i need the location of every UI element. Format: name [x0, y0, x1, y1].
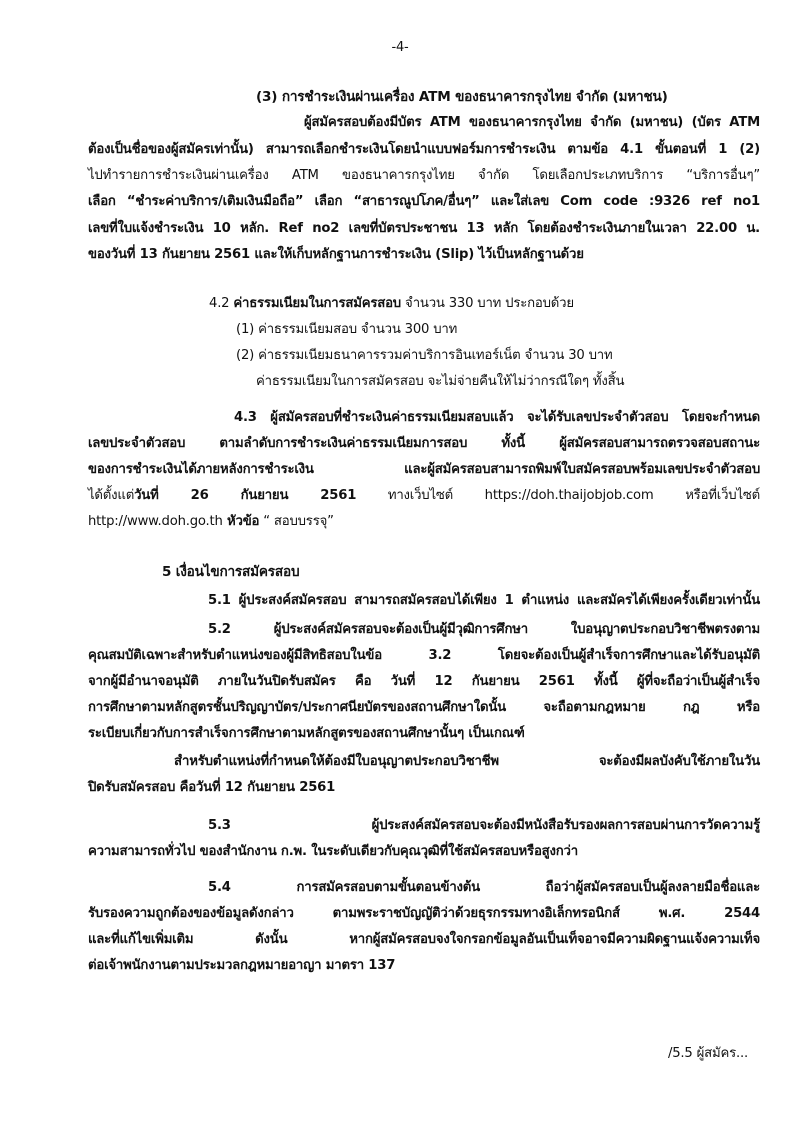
section-4-1-3-line: เลขที่ใบแจ้งชำระเงิน 10 หลัก. Ref no2 เลขที่บัตรประชาชน 13 หลัก โดยต้องชำระเงินภายในเวลา 22.00 น.: [88, 221, 760, 236]
section-5-2-line: สำหรับตำแหน่งที่กำหนดให้ต้องมีใบอนุญาตประกอบวิชาชีพ จะต้องมีผลบังคับใช้ภายในวัน: [174, 754, 760, 769]
section-4-3-line: ของการชำระเงินได้ภายหลังการชำระเงิน และผู้สมัครสอบสามารถพิมพ์ใบสมัครสอบพร้อมเลขประจำตัวสอบ: [88, 462, 760, 477]
section-4-1-3-heading: (3) การชำระเงินผ่านเครื่อง ATM ของธนาคารกรุงไทย จำกัด (มหาชน): [256, 89, 668, 105]
section-4-1-3-line: ของวันที่ 13 กันยายน 2561 และให้เก็บหลักฐานการชำระเงิน (Slip) ไว้เป็นหลักฐานด้วย: [88, 247, 584, 262]
text: ได้ตั้งแต่: [88, 488, 135, 503]
section-4-3-line: [88, 512, 334, 532]
section-5-4-line: รับรองความถูกต้องของข้อมูลดังกล่าว ตามพระราชบัญญัติว่าด้วยธุรกรรมทางอิเล็กทรอนิกส์ พ.ศ. 2544: [88, 906, 760, 921]
date-bold: คือวันที่ 12 กันยายน 2561: [179, 780, 336, 795]
url-link-thaijobjob[interactable]: https://doh.thaijobjob.com: [484, 488, 654, 503]
section-5-2-line: [88, 778, 335, 798]
continuation-footer: /5.5 ผู้สมัคร...: [668, 1046, 748, 1061]
page-number: -4-: [391, 40, 409, 55]
section-4-3-line: เลขประจำตัวสอบ ตามลำดับการชำระเงินค่าธรรมเนียมการสอบ ทั้งนี้ ผู้สมัครสอบสามารถตรวจสอบสถานะ: [88, 436, 760, 451]
text: ปิดรับสมัครสอบ: [88, 780, 180, 795]
text: หรือที่เว็บไซต์: [653, 488, 761, 503]
section-5-2-line: การศึกษาตามหลักสูตรชั้นปริญญาบัตร/ประกาศนียบัตรของสถานศึกษาใดนั้น จะถือตามกฎหมาย กฎ หรือ: [88, 700, 760, 715]
section-5-4-line: และที่แก้ไขเพิ่มเติม ดังนั้น หากผู้สมัครสอบจงใจกรอกข้อมูลอันเป็นเท็จอาจมีความผิดฐานแจ้งความเท็จ: [88, 932, 760, 947]
section-4-1-3-line: ไปทำรายการชำระเงินผ่านเครื่อง ATM ของธนาคารกรุงไทย จำกัด โดยเลือกประเภทบริการ “บริการอื่นๆ”: [88, 168, 760, 183]
text-bold: ต้องเป็นชื่อของผู้สมัครเท่านั้น) สามารถเลือกชำระเงินโดยนำแบบฟอร์มการชำระเงิน ตามข้อ 4.1 ขั้นตอนที่ 1 (2): [88, 142, 760, 157]
section-5-4-line: ต่อเจ้าพนักงานตามประมวลกฎหมายอาญา มาตรา 137: [88, 958, 396, 973]
fee-item: (2) ค่าธรรมเนียมธนาคารรวมค่าบริการอินเทอร์เน็ต จำนวน 30 บาท: [236, 348, 613, 363]
fee-amount: จำนวน 330 บาท ประกอบด้วย: [404, 296, 574, 311]
text: ทั้งนี้ ผู้ที่จะถือว่าเป็นผู้สำเร็จ: [574, 674, 761, 689]
text-bold: หัวข้อ: [222, 514, 260, 529]
section-4-1-3-line: [88, 140, 760, 160]
section-number: 4.2: [209, 296, 230, 311]
section-5-2-line: ระเบียบเกี่ยวกับการสำเร็จการศึกษาตามหลักสูตรของสถานศึกษานั้นๆ เป็นเกณฑ์: [88, 726, 525, 741]
section-5-1: 5.1 ผู้ประสงค์สมัครสอบ สามารถสมัครสอบได้เพียง 1 ตำแหน่ง และสมัครได้เพียงครั้งเดียวเท่านั้น: [208, 593, 760, 608]
section-4-1-3-line: เลือก “ชำระค่าบริการ/เติมเงินมือถือ” เลือก “สาธารณูปโภค/อื่นๆ” และใส่เลข Com code :9326 ref no1: [88, 194, 760, 209]
section-title: ค่าธรรมเนียมในการสมัครสอบ: [233, 296, 401, 311]
section-4-1-3-line: ผู้สมัครสอบต้องมีบัตร ATM ของธนาคารกรุงไทย จำกัด (มหาชน) (บัตร ATM: [304, 115, 760, 130]
section-4-3-line: 4.3 ผู้สมัครสอบที่ชำระเงินค่าธรรมเนียมสอบแล้ว จะได้รับเลขประจำตัวสอบ โดยจะกำหนด: [234, 410, 760, 425]
text: ทางเว็บไซต์: [356, 488, 485, 503]
text: จากผู้มีอำนาจอนุมัติ ภายในวันปิดรับสมัคร คือ: [88, 674, 391, 689]
url-link-doh[interactable]: http://www.doh.go.th: [88, 514, 223, 529]
text: “ สอบบรรจุ”: [259, 514, 334, 529]
date-bold: วันที่ 26 กันยายน 2561: [134, 488, 357, 503]
section-5-3-line: ความสามารถทั่วไป ของสำนักงาน ก.พ. ในระดับเดียวกับคุณวุฒิที่ใช้สมัครสอบหรือสูงกว่า: [88, 844, 578, 859]
section-4-2-heading: [209, 294, 574, 314]
section-5-2-line: 5.2 ผู้ประสงค์สมัครสอบจะต้องเป็นผู้มีวุฒิการศึกษา ใบอนุญาตประกอบวิชาชีพตรงตาม: [208, 622, 760, 637]
section-5-heading: 5 เงื่อนไขการสมัครสอบ: [162, 564, 300, 580]
date-bold: วันที่ 12 กันยายน 2561: [390, 674, 575, 689]
section-5-2-line: [88, 672, 760, 692]
section-4-3-line: [88, 486, 760, 506]
section-5-4-line: 5.4 การสมัครสอบตามขั้นตอนข้างต้น ถือว่าผู้สมัครสอบเป็นผู้ลงลายมือชื่อและ: [208, 880, 760, 895]
fee-note: ค่าธรรมเนียมในการสมัครสอบ จะไม่จ่ายคืนให้ไม่ว่ากรณีใดๆ ทั้งสิ้น: [256, 374, 625, 389]
fee-item: (1) ค่าธรรมเนียมสอบ จำนวน 300 บาท: [236, 322, 458, 337]
section-5-3-line: 5.3 ผู้ประสงค์สมัครสอบจะต้องมีหนังสือรับรองผลการสอบผ่านการวัดความรู้: [208, 818, 760, 833]
section-5-2-line: คุณสมบัติเฉพาะสำหรับตำแหน่งของผู้มีสิทธิสอบในข้อ 3.2 โดยจะต้องเป็นผู้สำเร็จการศึกษาและได้รับอนุมัติ: [88, 648, 760, 663]
